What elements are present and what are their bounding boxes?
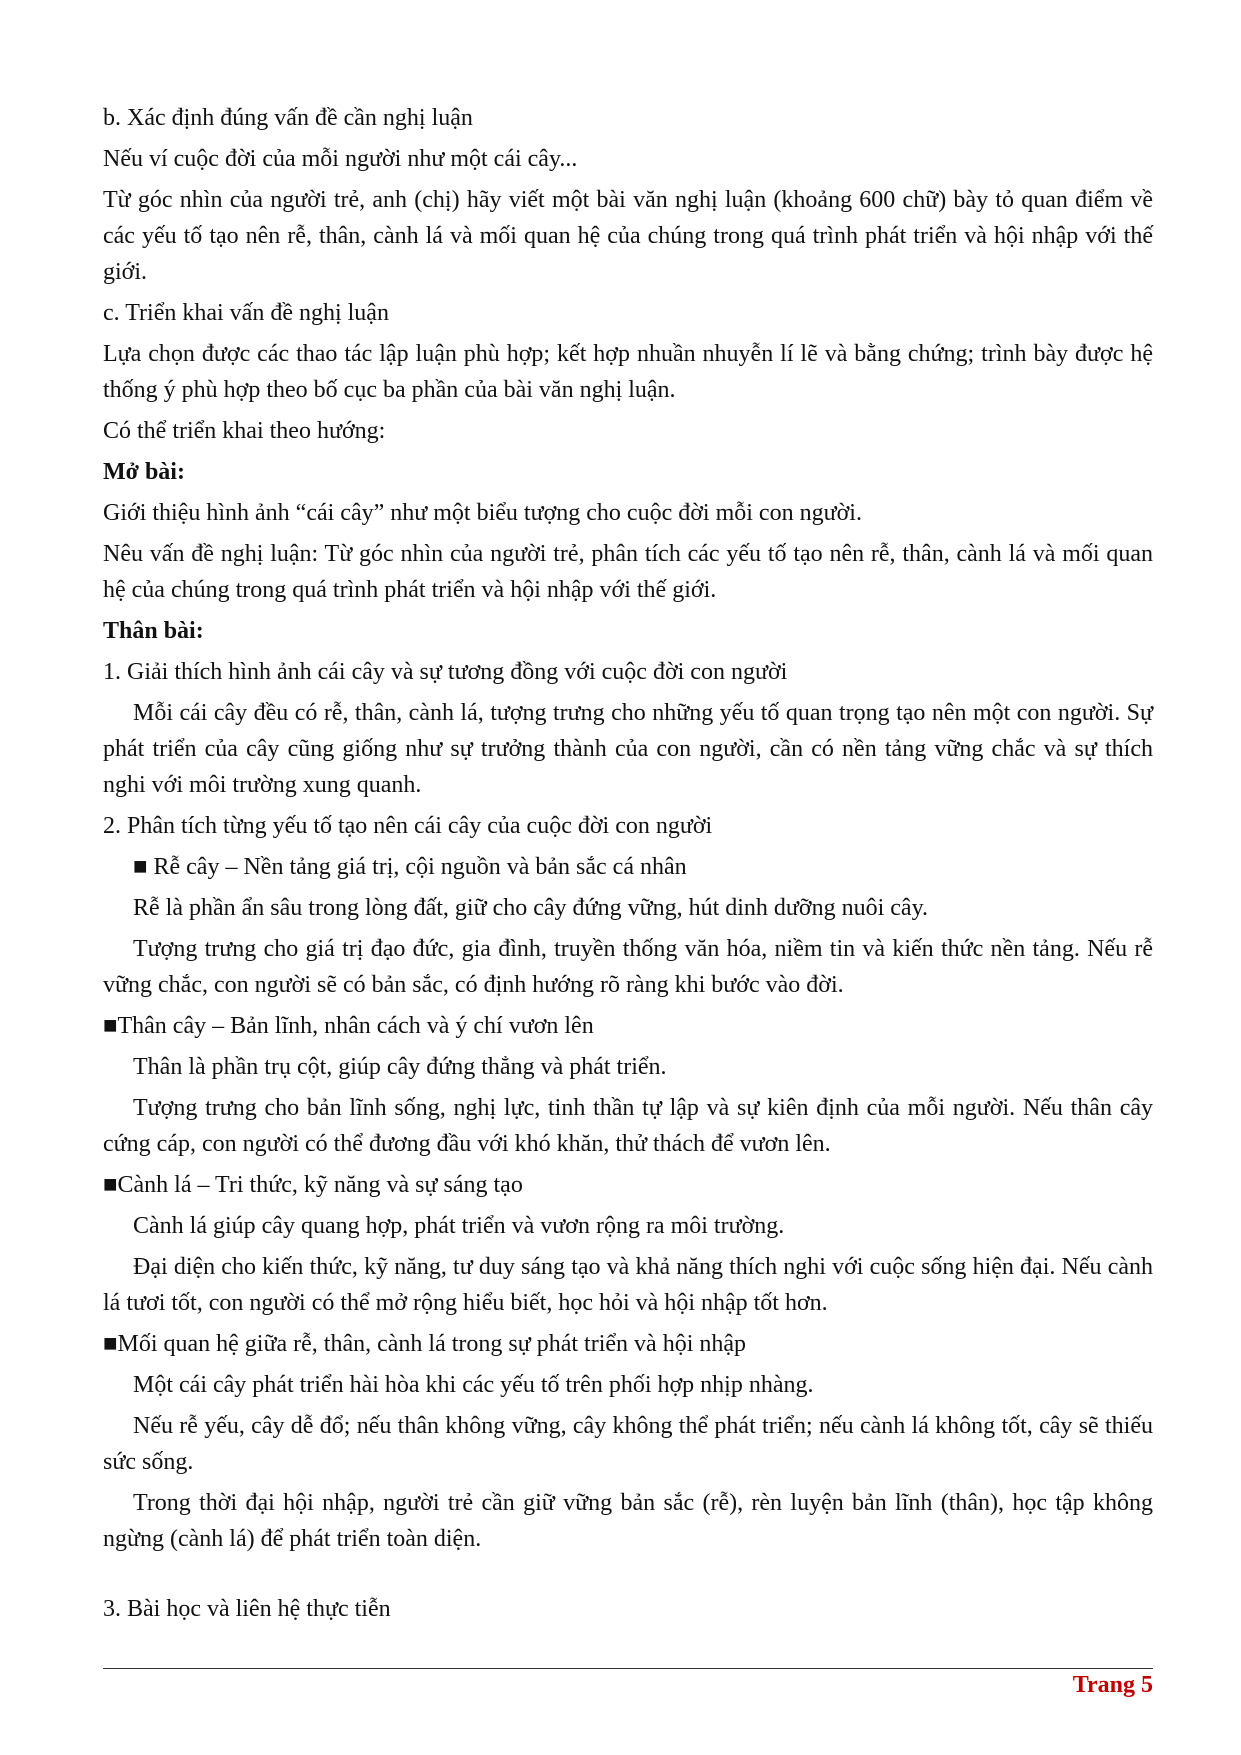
prompt-body: Từ góc nhìn của người trẻ, anh (chị) hãy viết một bài văn nghị luận (khoảng 600 chữ) bày tỏ quan điểm về các yếu tố tạo nên rễ, thân, cành lá và mối quan hệ của chúng trong quá trình phát triển và hội nhập với thế giới. (103, 187, 1153, 285)
than-bai-heading: Thân bài: (103, 618, 204, 644)
mo-bai-line-2: Nêu vấn đề nghị luận: Từ góc nhìn của người trẻ, phân tích các yếu tố tạo nên rễ, thân, cành lá và mối quan hệ của chúng trong quá trình phát triển và hội nhập với thế giới. (103, 541, 1153, 603)
mo-bai-heading: Mở bài: (103, 459, 185, 485)
section-1-body: Mỗi cái cây đều có rễ, thân, cành lá, tượng trưng cho những yếu tố quan trọng tạo nên một con người. Sự phát triển của cây cũng giống như sự trưởng thành của con người, cần có nền tảng vững chắc và sự thích nghi với môi trường xung quanh. (103, 700, 1153, 798)
root-line-2: Tượng trưng cho giá trị đạo đức, gia đình, truyền thống văn hóa, niềm tin và kiến thức nền tảng. Nếu rễ vững chắc, con người sẽ có bản sắc, có định hướng rõ ràng khi bước vào đời. (103, 936, 1153, 998)
relation-line-2: Nếu rễ yếu, cây dễ đổ; nếu thân không vững, cây không thể phát triển; nếu cành lá không tốt, cây sẽ thiếu sức sống. (103, 1413, 1153, 1475)
relation-heading: ■Mối quan hệ giữa rễ, thân, cành lá trong sự phát triển và hội nhập (103, 1331, 747, 1357)
trunk-line-2: Tượng trưng cho bản lĩnh sống, nghị lực, tinh thần tự lập và sự kiên định của mỗi người. Nếu thân cây cứng cáp, con người có thể đương đầu với khó khăn, thử thách để vươn lên. (103, 1095, 1153, 1157)
section-c-direction: Có thể triển khai theo hướng: (103, 418, 386, 444)
trunk-heading: ■Thân cây – Bản lĩnh, nhân cách và ý chí vươn lên (103, 1013, 594, 1039)
section-3-title: 3. Bài học và liên hệ thực tiễn (103, 1596, 391, 1622)
root-line-1: Rễ là phần ẩn sâu trong lòng đất, giữ cho cây đứng vững, hút dinh dưỡng nuôi cây. (133, 895, 929, 921)
prompt-intro: Nếu ví cuộc đời của mỗi người như một cái cây... (103, 146, 578, 172)
trunk-line-1: Thân là phần trụ cột, giúp cây đứng thẳng và phát triển. (133, 1054, 667, 1080)
relation-line-3: Trong thời đại hội nhập, người trẻ cần giữ vững bản sắc (rễ), rèn luyện bản lĩnh (thân), học tập không ngừng (cành lá) để phát triển toàn diện. (103, 1490, 1153, 1552)
relation-line-1: Một cái cây phát triển hài hòa khi các yếu tố trên phối hợp nhịp nhàng. (133, 1372, 814, 1398)
mo-bai-line-1: Giới thiệu hình ảnh “cái cây” như một biểu tượng cho cuộc đời mỗi con người. (103, 500, 862, 526)
section-2-title: 2. Phân tích từng yếu tố tạo nên cái cây của cuộc đời con người (103, 813, 713, 839)
section-c-body: Lựa chọn được các thao tác lập luận phù hợp; kết hợp nhuần nhuyễn lí lẽ và bằng chứng; trình bày được hệ thống ý phù hợp theo bố cục ba phần của bài văn nghị luận. (103, 341, 1153, 403)
section-c-title: c. Triển khai vấn đề nghị luận (103, 300, 389, 326)
footer-divider (103, 1668, 1153, 1669)
leaf-line-1: Cành lá giúp cây quang hợp, phát triển và vươn rộng ra môi trường. (133, 1213, 785, 1239)
section-1-title: 1. Giải thích hình ảnh cái cây và sự tương đồng với cuộc đời con người (103, 659, 788, 685)
leaf-heading: ■Cành lá – Tri thức, kỹ năng và sự sáng tạo (103, 1172, 523, 1198)
section-b-title: b. Xác định đúng vấn đề cần nghị luận (103, 105, 473, 131)
root-heading: ■ Rễ cây – Nền tảng giá trị, cội nguồn và bản sắc cá nhân (133, 854, 687, 880)
leaf-line-2: Đại diện cho kiến thức, kỹ năng, tư duy sáng tạo và khả năng thích nghi với cuộc sống hiện đại. Nếu cành lá tươi tốt, con người có thể mở rộng hiểu biết, học hỏi và hội nhập tốt hơn. (103, 1254, 1153, 1316)
paragraph-gap (103, 1562, 1153, 1591)
document-body (103, 100, 1153, 1632)
page-number: Trang 5 (1072, 1672, 1153, 1698)
